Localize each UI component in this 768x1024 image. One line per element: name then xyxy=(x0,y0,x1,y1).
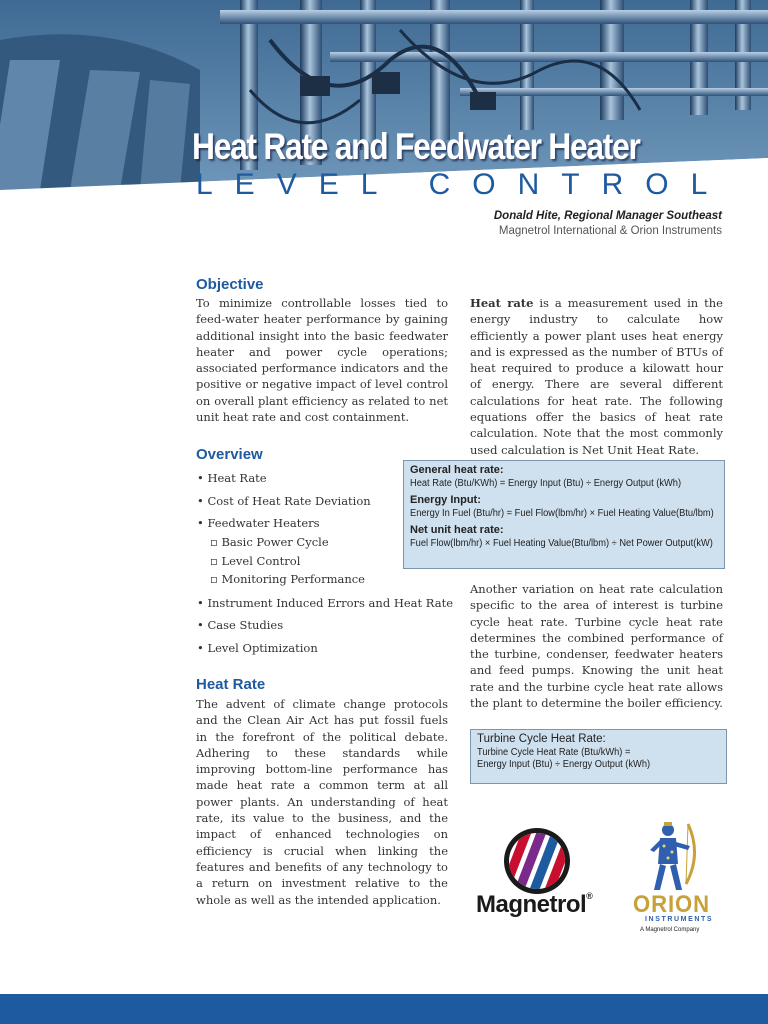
list-item: • Heat Rate xyxy=(197,471,267,485)
list-item: • Cost of Heat Rate Deviation xyxy=(197,494,371,508)
turbine-cycle-equation-line2: Energy Input (Btu) ÷ Energy Output (kWh) xyxy=(477,759,651,770)
net-unit-heat-rate-equation: Fuel Flow(lbm/hr) × Fuel Heating Value(Btu/lbm) ÷ Net Power Output(kW) xyxy=(410,538,713,549)
magnetrol-wordmark xyxy=(476,891,592,919)
objective-text: To minimize controllable losses tied to feed-water heater performance by gaining additional insight into the basic feedwater heater and power cycle operations; associated performance indicators and the positive or negative impact of level control on overall plant efficiency as related to net unit heat rate and cost containment. xyxy=(196,296,448,425)
heat-rate-heading: Heat Rate xyxy=(196,676,266,693)
list-sub-item: ▫ Basic Power Cycle xyxy=(210,535,329,549)
overview-heading: Overview xyxy=(196,446,263,463)
net-unit-heat-rate-heading: Net unit heat rate: xyxy=(410,524,504,536)
author-name: Donald Hite, Regional Manager Southeast xyxy=(493,210,722,222)
turbine-cycle-formula-box xyxy=(470,729,727,784)
heat-rate-formula-box xyxy=(403,460,725,569)
energy-input-heading: Energy Input: xyxy=(410,494,481,506)
page-title: Heat Rate and Feedwater Heater xyxy=(192,126,640,167)
list-sub-item: ▫ Monitoring Performance xyxy=(210,572,365,586)
orion-archer-icon xyxy=(648,820,700,894)
magnetrol-name: Magnetrol xyxy=(476,891,587,918)
heat-rate-intro-text: is a measurement used in the energy industry to calculate how efficiently a power plant uses heat energy and is expressed as the number of BTUs of heat required to produce a kilowatt hour of energy. There are several different calculations for heat rate. The following equations offer the basics of heat rate calculation. Note that the most commonly used calculation is Net Unit Heat Rate. xyxy=(470,296,723,457)
heat-rate-intro xyxy=(470,295,723,458)
turbine-cycle-heading: Turbine Cycle Heat Rate: xyxy=(477,733,606,745)
energy-input-equation: Energy In Fuel (Btu/hr) = Fuel Flow(lbm/hr) × Fuel Heating Value(Btu/lbm) xyxy=(410,508,714,519)
general-heat-rate-heading: General heat rate: xyxy=(410,464,504,476)
orion-tagline: A Magnetrol Company xyxy=(640,927,700,933)
registered-mark: ® xyxy=(586,891,593,901)
author-block xyxy=(494,210,722,237)
orion-wordmark: ORION xyxy=(633,891,710,918)
general-heat-rate-equation: Heat Rate (Btu/KWh) = Energy Input (Btu) ÷ Energy Output (kWh) xyxy=(410,478,682,489)
heat-rate-text: The advent of climate change protocols and the Clean Air Act has put fossil fuels in the forefront of the political debate. Adhering to these standards while improving bottom-line performance has made heat rate a common term at all power plants. An understanding of heat rate, its value to the business, and the impact of enhanced technologies on efficiency is crucial when linking the features and benefits of any technology to a return on investment relative to the whole as well as the intended application. xyxy=(196,697,448,907)
turbine-cycle-equation-line1: Turbine Cycle Heat Rate (Btu/kWh) = xyxy=(477,747,631,758)
magnetrol-emblem-icon xyxy=(502,826,572,896)
page-subtitle: LEVEL CONTROL xyxy=(196,168,730,201)
footer-bar xyxy=(0,994,768,1024)
list-item: • Case Studies xyxy=(197,618,284,632)
list-item: • Feedwater Heaters xyxy=(197,516,320,530)
orion-instruments-text: INSTRUMENTS xyxy=(645,916,714,923)
author-organization: Magnetrol International & Orion Instruments xyxy=(498,225,722,237)
list-item: • Instrument Induced Errors and Heat Rate xyxy=(197,596,454,610)
list-item: • Level Optimization xyxy=(197,641,318,655)
turbine-cycle-text: Another variation on heat rate calculation specific to the area of interest is turbine cycle heat rate. Turbine cycle heat rate determines the combined performance of the turbine, condenser, feedwater heaters and feed pumps. Knowing the unit heat rate and the turbine cycle heat rate allows the plant to determine the boiler efficiency. xyxy=(470,582,723,711)
heat-rate-term: Heat rate xyxy=(470,296,534,310)
list-sub-item: ▫ Level Control xyxy=(210,554,301,568)
objective-heading: Objective xyxy=(196,276,264,293)
